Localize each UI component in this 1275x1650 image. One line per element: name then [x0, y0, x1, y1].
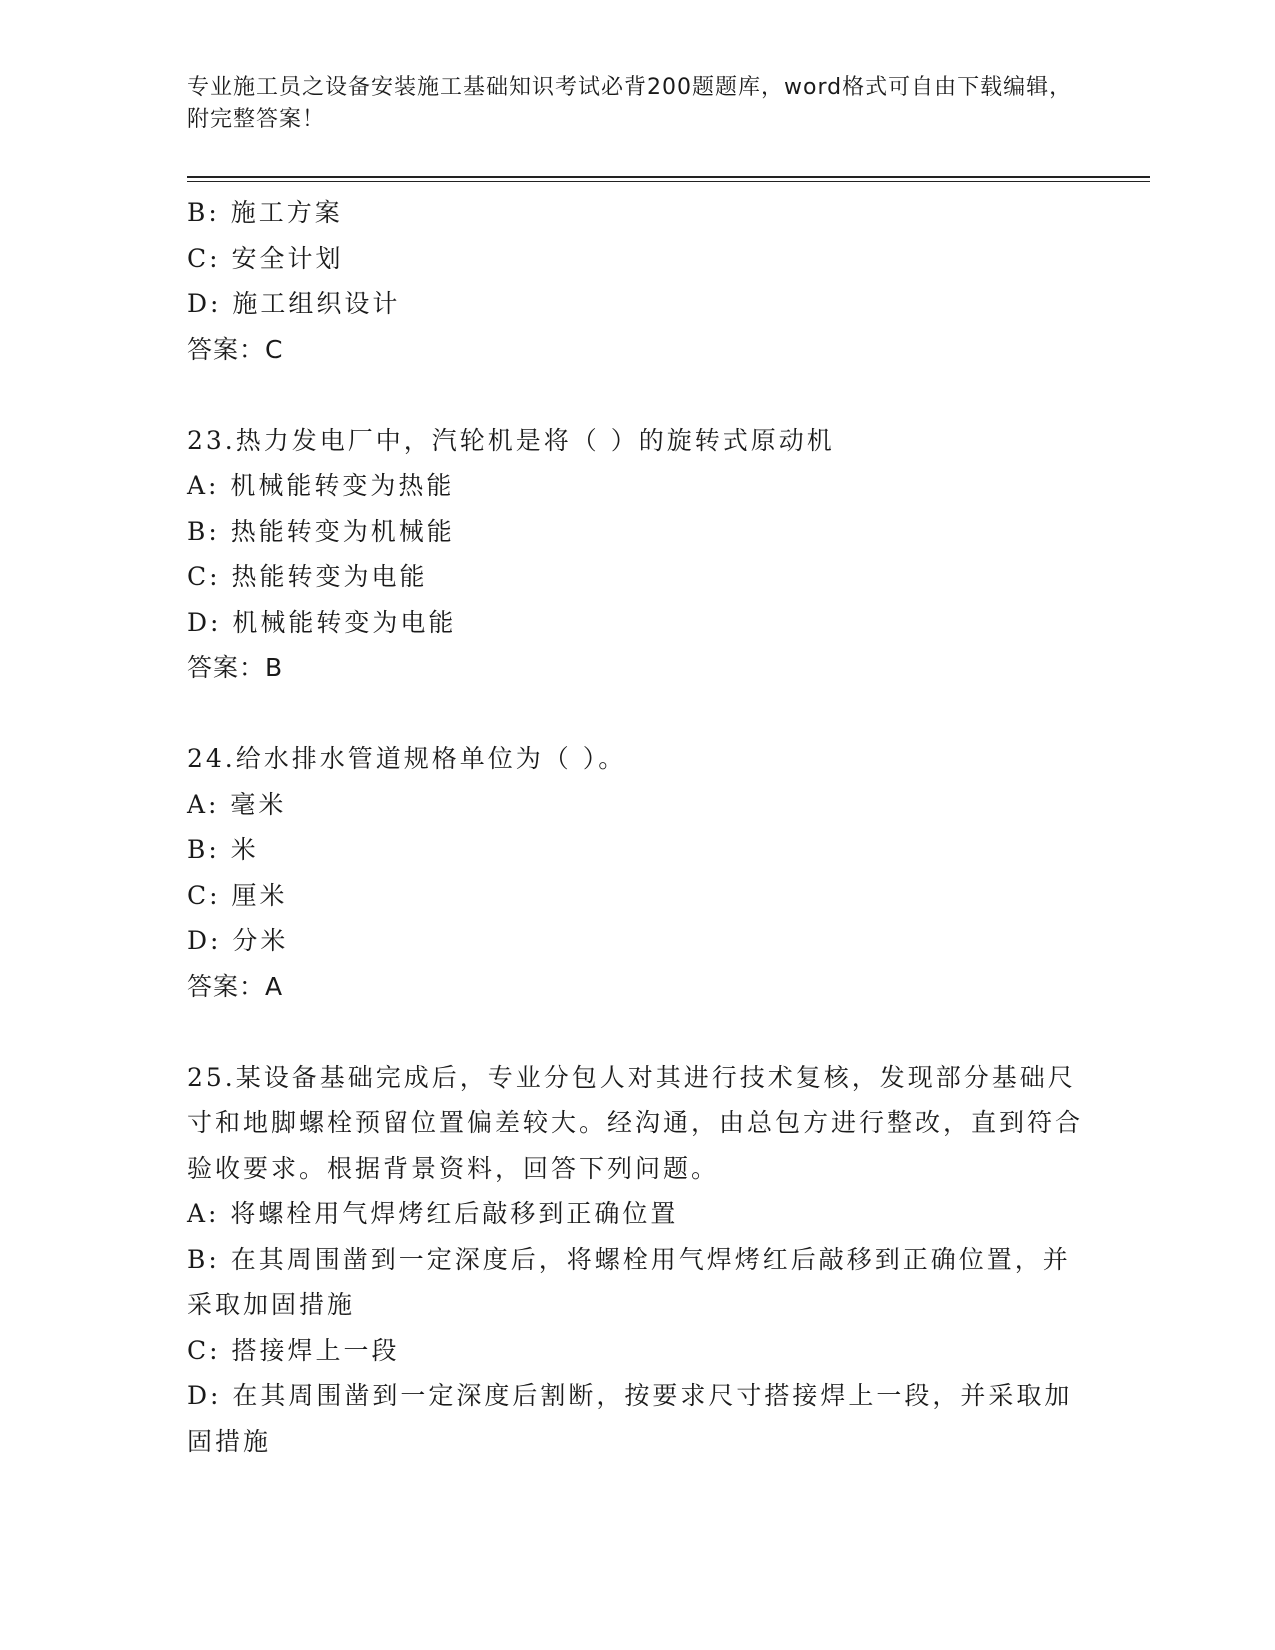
option-b: B: 米	[187, 835, 259, 864]
option-b: B: 热能转变为机械能	[187, 516, 455, 546]
option-d: D: 在其周围凿到一定深度后割断，按要求尺寸搭接焊上一段，并采取加固措施	[187, 1381, 1073, 1456]
option-b: B: 在其周围凿到一定深度后，将螺栓用气焊烤红后敲移到正确位置，并采取加固措施	[187, 1244, 1071, 1319]
header-rule-thick	[187, 176, 1150, 178]
option-a: A: 毫米	[187, 789, 287, 819]
question-stem: 24.给水排水管道规格单位为（ ）。	[187, 744, 627, 773]
answer: 答案：B	[187, 653, 284, 682]
header-rule-thin	[187, 181, 1150, 182]
question-stem: 25.某设备基础完成后，专业分包人对其进行技术复核，发现部分基础尺寸和地脚螺栓预留位置偏差较大。经沟通，由总包方进行整改，直到符合验收要求。根据背景资料，回答下列问题。	[187, 1062, 1084, 1183]
option-a: A: 机械能转变为热能	[187, 471, 455, 500]
option-c: C: 热能转变为电能	[187, 562, 428, 591]
option-a: A: 将螺栓用气焊烤红后敲移到正确位置	[187, 1199, 679, 1228]
document-header	[187, 72, 1087, 136]
option-c: C: 厘米	[187, 880, 288, 910]
question-24	[187, 736, 1087, 1009]
question-25	[187, 1055, 1087, 1465]
option-c: C: 安全计划	[187, 243, 344, 273]
option-d: D: 分米	[187, 926, 289, 955]
question-list	[187, 190, 1087, 1464]
question-23	[187, 418, 1087, 691]
answer: 答案：C	[187, 334, 284, 364]
question-22	[187, 190, 1087, 372]
header-title: 专业施工员之设备安装施工基础知识考试必背200题题库，word格式可自由下载编辑，附完整答案！	[187, 75, 1073, 132]
question-stem: 23.热力发电厂中，汽轮机是将（ ）的旋转式原动机	[187, 425, 835, 455]
option-d: D: 施工组织设计	[187, 289, 401, 318]
option-d: D: 机械能转变为电能	[187, 607, 457, 637]
option-c: C: 搭接焊上一段	[187, 1335, 400, 1365]
answer: 答案：A	[187, 971, 284, 1001]
option-b: B: 施工方案	[187, 198, 343, 227]
